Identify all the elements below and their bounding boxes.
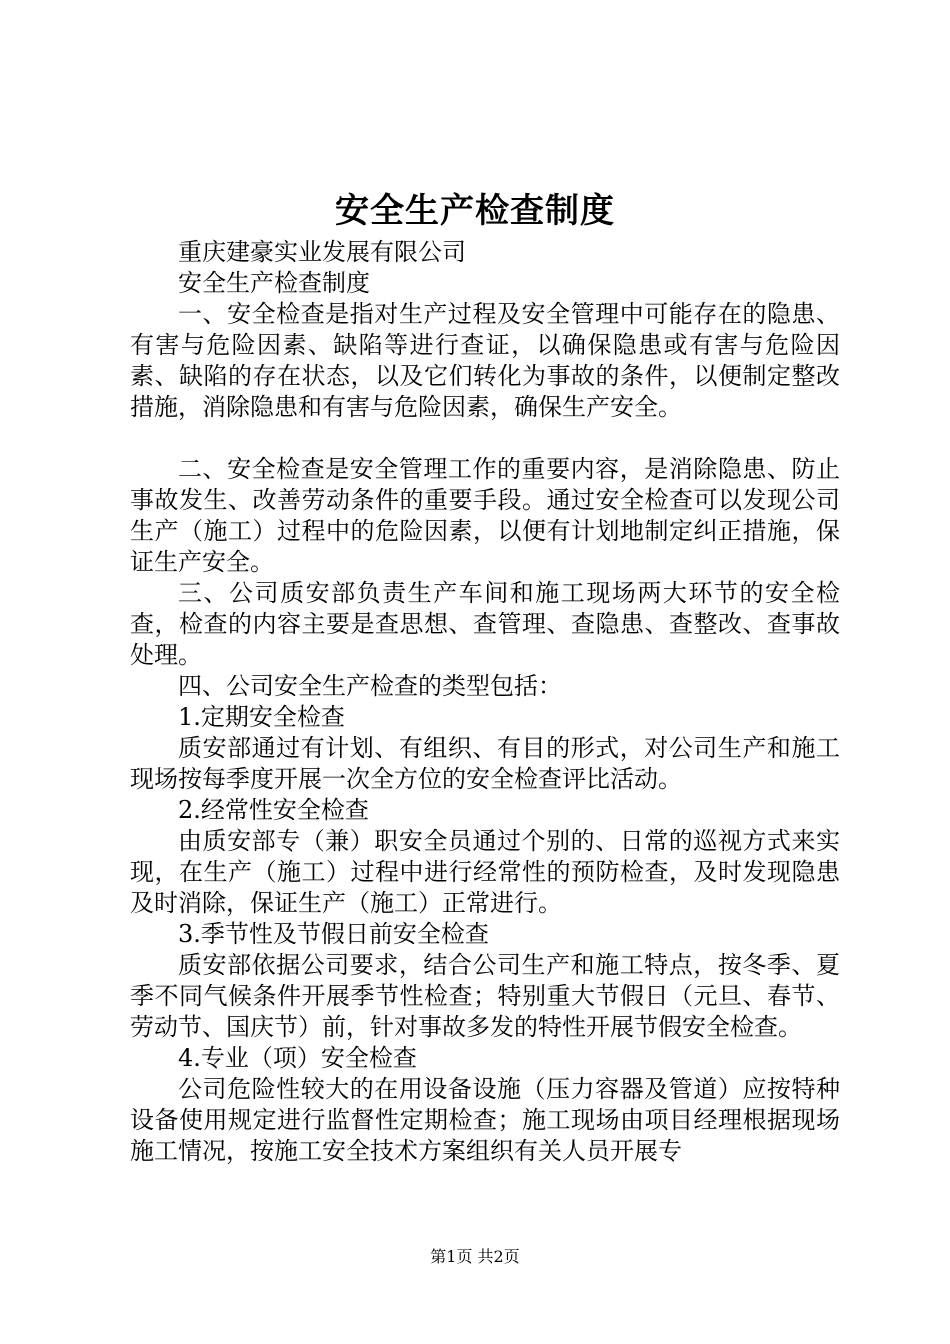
paragraph-6: 由质安部专（兼）职安全员通过个别的、日常的巡视方式来实现，在生产（施工）过程中进行经常性的预防检查，及时发现隐患及时消除，保证生产（施工）正常进行。 [130,827,840,917]
paragraph-7: 质安部依据公司要求，结合公司生产和施工特点，按冬季、夏季不同气候条件开展季节性检查；特别重大节假日（元旦、春节、劳动节、国庆节）前，针对事故多发的特性开展节假安全检查。 [130,951,840,1041]
section-heading-1: 1.定期安全检查 [178,703,345,731]
paragraph-3: 三、公司质安部负责生产车间和施工现场两大环节的安全检查，检查的内容主要是查思想、查管理、查隐患、查整改、查事故处理。 [130,579,840,669]
page-footer: 第1页 共2页 [430,1247,520,1266]
section-heading-4: 4.专业（项）安全检查 [178,1044,417,1072]
section-heading-3: 3.季节性及节假日前安全检查 [178,920,489,948]
document-subtitle: 安全生产检查制度 [178,269,370,297]
paragraph-4: 四、公司安全生产检查的类型包括： [178,672,562,700]
paragraph-8: 公司危险性较大的在用设备设施（压力容器及管道）应按特种设备使用规定进行监督性定期检查；施工现场由项目经理根据现场施工情况，按施工安全技术方案组织有关人员开展专 [130,1075,840,1165]
paragraph-1: 一、安全检查是指对生产过程及安全管理中可能存在的隐患、有害与危险因素、缺陷等进行查证，以确保隐患或有害与危险因素、缺陷的存在状态，以及它们转化为事故的条件，以便制定整改措施，消除隐患和有害与危险因素，确保生产安全。 [130,300,840,421]
company-name: 重庆建豪实业发展有限公司 [178,238,466,266]
document-body [130,237,840,1167]
paragraph-5: 质安部通过有计划、有组织、有目的形式，对公司生产和施工现场按每季度开展一次全方位的安全检查评比活动。 [130,734,840,793]
section-heading-2: 2.经常性安全检查 [178,796,369,824]
paragraph-2: 二、安全检查是安全管理工作的重要内容，是消除隐患、防止事故发生、改善劳动条件的重要手段。通过安全检查可以发现公司生产（施工）过程中的危险因素，以便有计划地制定纠正措施，保证生产安全。 [130,455,840,576]
document-title: 安全生产检查制度 [335,191,615,231]
